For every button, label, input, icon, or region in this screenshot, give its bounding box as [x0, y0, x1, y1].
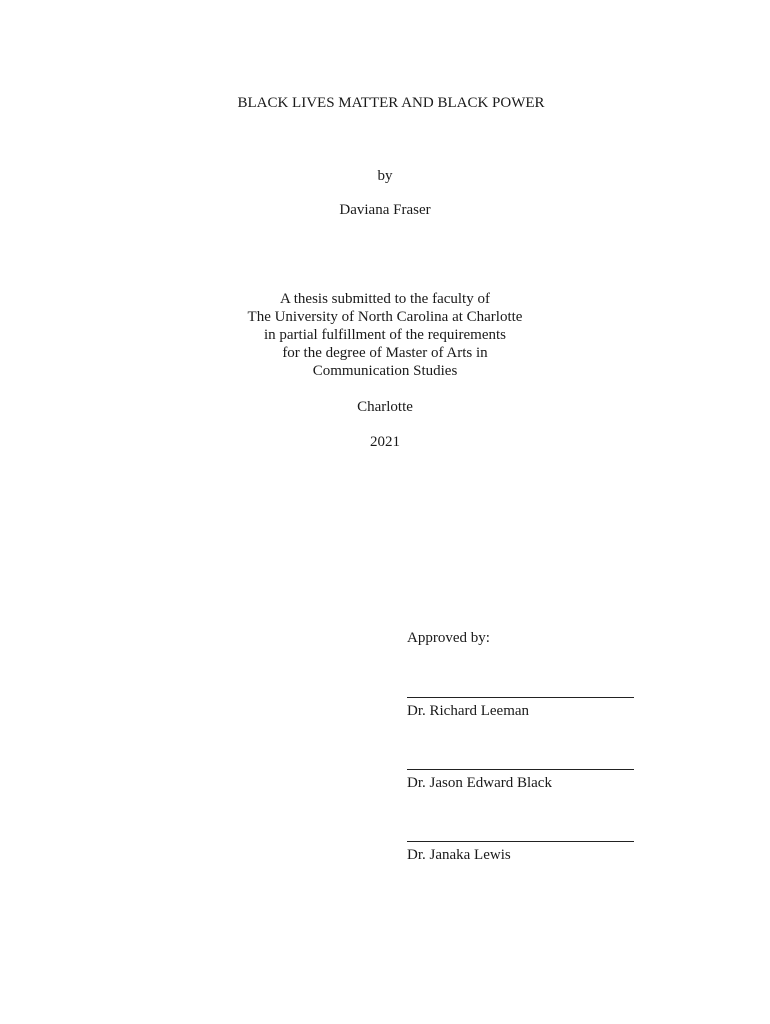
statement-line: for the degree of Master of Arts in — [282, 345, 488, 361]
signature-block — [407, 841, 634, 864]
author-name: Daviana Fraser — [339, 202, 431, 218]
signature-line — [407, 697, 634, 698]
statement-line: The University of North Carolina at Charlotte — [247, 309, 523, 325]
by-line: by — [377, 168, 393, 184]
submission-statement — [0, 290, 770, 380]
signature-line — [407, 841, 634, 842]
signatory-name: Dr. Richard Leeman — [407, 703, 530, 719]
statement-line: Communication Studies — [312, 363, 458, 379]
city: Charlotte — [357, 399, 413, 415]
signatory-name: Dr. Janaka Lewis — [407, 847, 511, 863]
thesis-title: BLACK LIVES MATTER AND BLACK POWER — [237, 95, 545, 111]
statement-line: A thesis submitted to the faculty of — [280, 291, 490, 307]
signature-line — [407, 769, 634, 770]
approved-by-label: Approved by: — [407, 630, 490, 646]
year: 2021 — [370, 434, 400, 450]
signature-block — [407, 769, 634, 792]
signature-block — [407, 697, 634, 720]
signatory-name: Dr. Jason Edward Black — [407, 775, 552, 791]
statement-line: in partial fulfillment of the requirements — [263, 327, 506, 343]
